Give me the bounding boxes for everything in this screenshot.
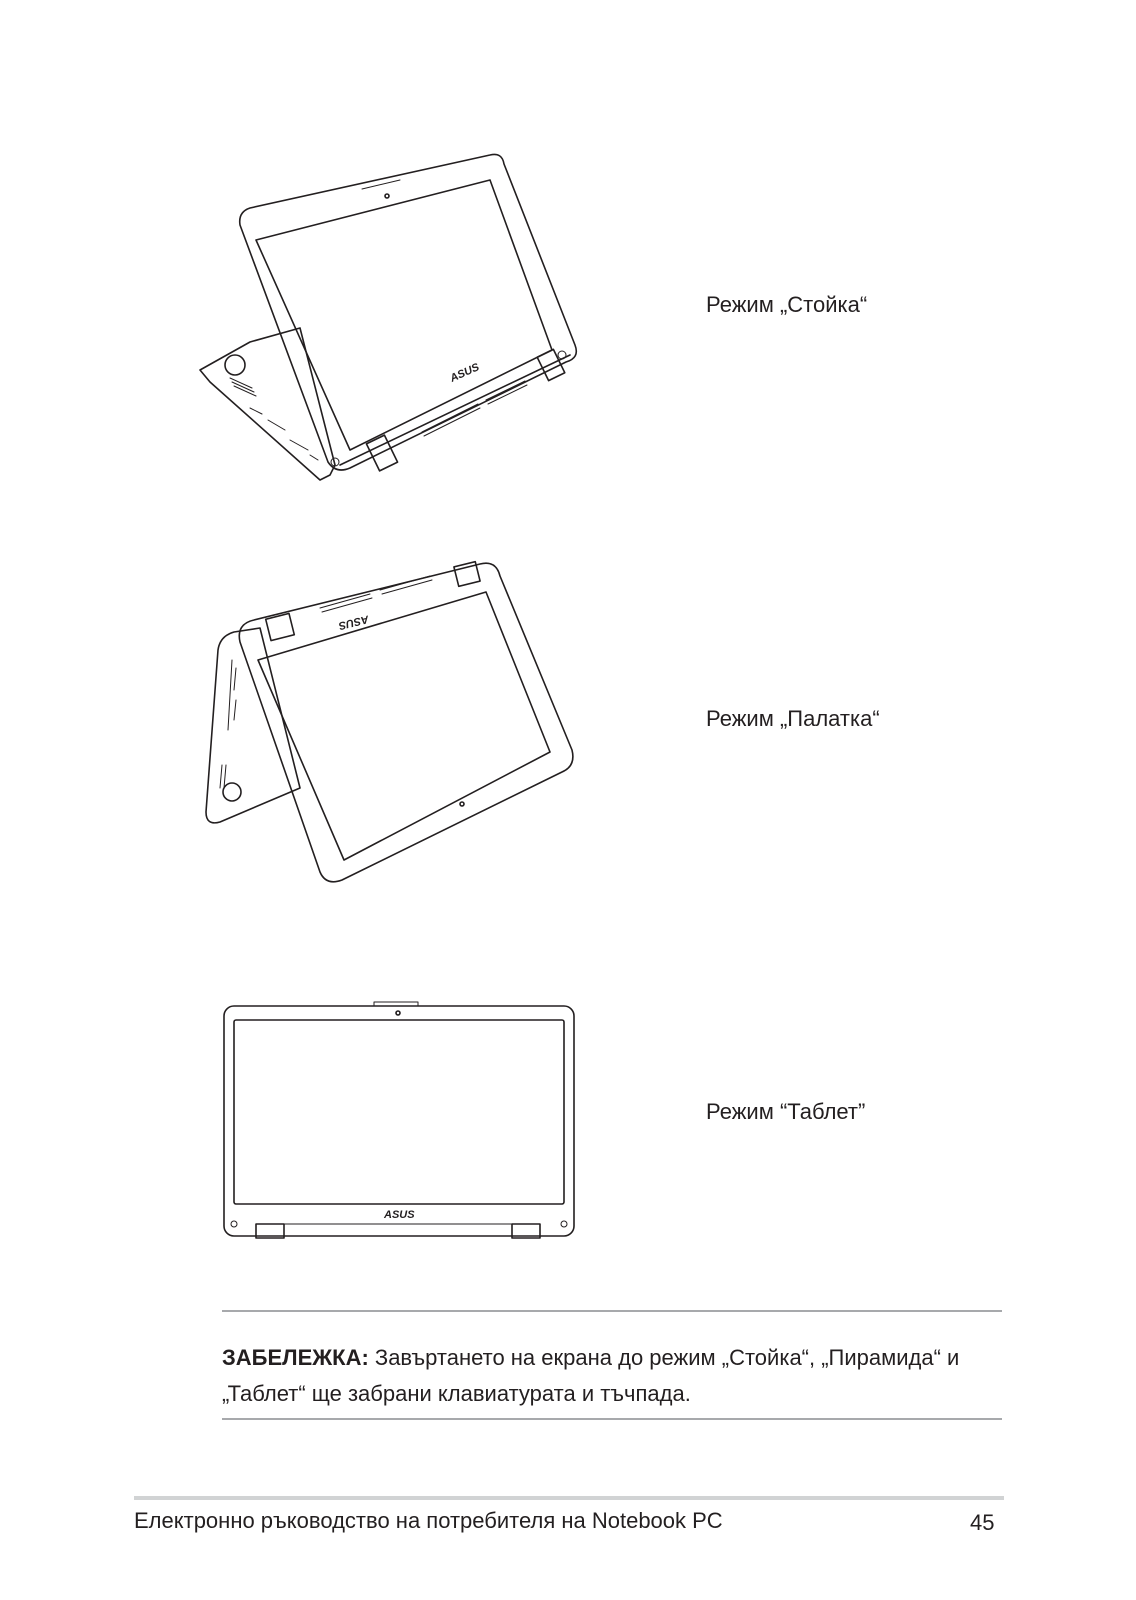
tent-mode-illustration: [200, 560, 600, 900]
stand-mode-logo: ASUS: [448, 361, 482, 385]
tent-mode-logo: ASUS: [337, 612, 370, 632]
tablet-mode-logo: ASUS: [384, 1209, 415, 1221]
footer-title: Електронно ръководство на потребителя на Notebook PC: [134, 1508, 723, 1533]
page-number: 45: [970, 1510, 995, 1535]
note-bottom-rule: [222, 1418, 1002, 1420]
tablet-mode-caption: Режим “Таблет”: [706, 1099, 866, 1124]
stand-mode-caption: Режим „Стойка“: [706, 292, 868, 317]
note-text: Завъртането на екрана до режим „Стойка“, „Пирамида“ и „Таблет“ ще забрани клавиатурата и тъчпада.: [222, 1345, 960, 1406]
note-block: [222, 1340, 1002, 1412]
note-top-rule: [222, 1310, 1002, 1312]
note-label: ЗАБЕЛЕЖКА:: [222, 1345, 369, 1370]
stand-mode-illustration: [190, 150, 610, 500]
footer-rule: [134, 1496, 1004, 1500]
tablet-mode-illustration: [222, 996, 576, 1240]
tent-mode-caption: Режим „Палатка“: [706, 706, 880, 731]
